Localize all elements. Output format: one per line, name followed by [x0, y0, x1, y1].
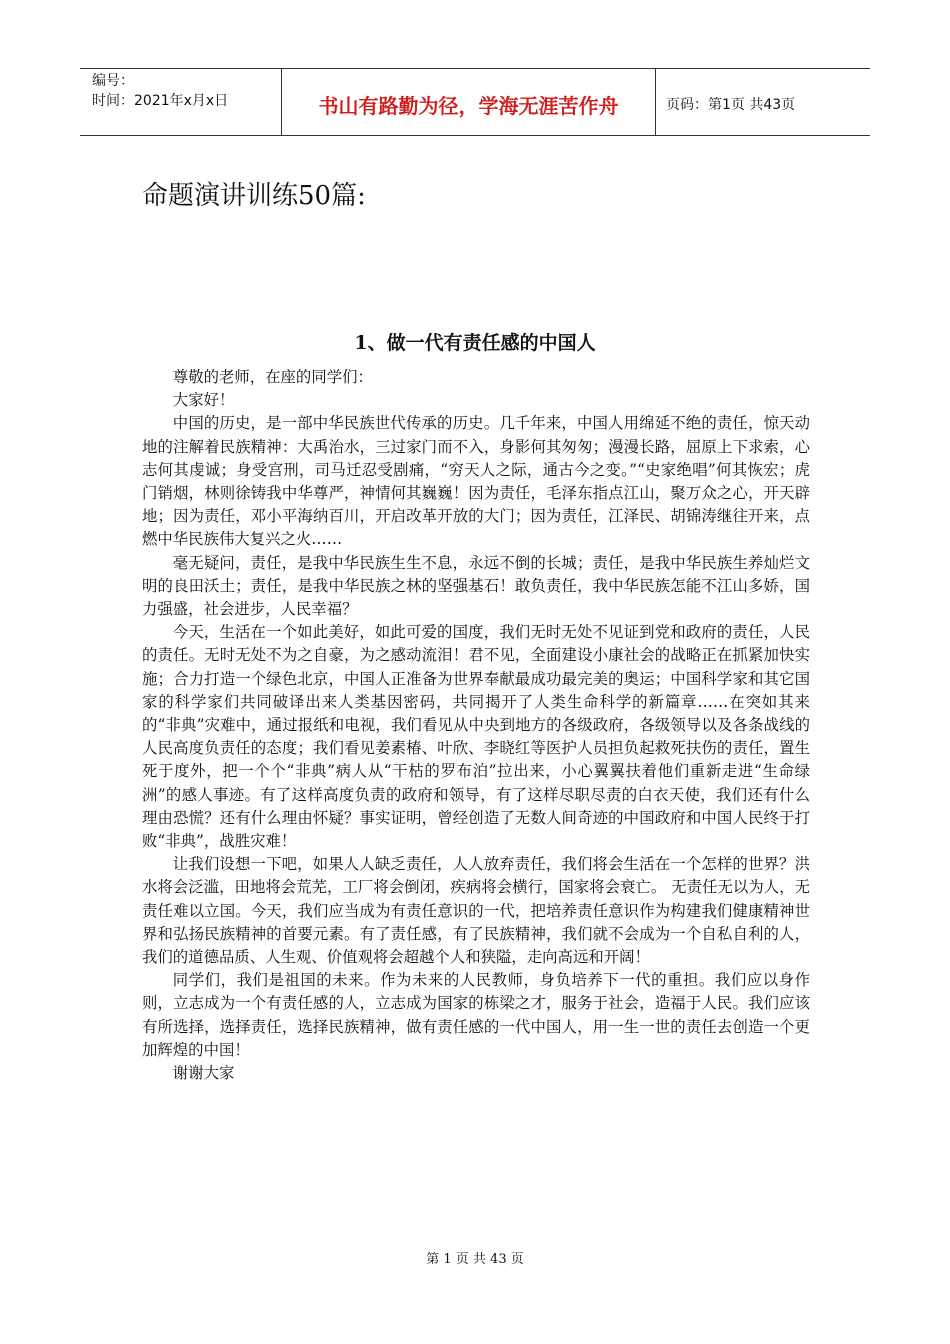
body-paragraph: 中国的历史，是一部中华民族世代传承的历史。几千年来，中国人用绵延不绝的责任，惊天动地的注解着民族精神：大禹治水，三过家门而不入，身影何其匆匆；漫漫长路，屈原上下求索，心志何其虔诚；身受宫刑，司马迁忍受剧痛，“穷天人之际，通古今之变。”“史家绝唱”何其恢宏；虎门销烟，林则徐铸我中华尊严，神情何其巍巍！因为责任，毛泽东指点江山，聚万众之心，开天辟地；因为责任，邓小平海纳百川，开启改革开放的大门；因为责任，江泽民、胡锦涛继往开来，点燃中华民族伟大复兴之火…… [142, 414, 810, 549]
header-number-label: 编号： [92, 73, 134, 89]
body-paragraph: 同学们，我们是祖国的未来。作为未来的人民教师，身负培养下一代的重担。我们应以身作则，立志成为一个有责任感的人，立志成为国家的栋梁之才，服务于社会，造福于人民。我们应该有所选择，选择责任，选择民族精神，做有责任感的一代中国人，用一生一世的责任去创造一个更加辉煌的中国！ [142, 971, 810, 1059]
body-paragraph: 让我们设想一下吧，如果人人缺乏责任，人人放弃责任，我们将会生活在一个怎样的世界？洪水将会泛滥，田地将会荒芜，工厂将会倒闭，疾病将会横行，国家将会衰亡。 无责任无以为人，无责任难以立国。今天，我们应当成为有责任意识的一代，把培养责任意识作为构建我们健康精神世界和弘扬民族精神的首要元素。有了责任感，有了民族精神，我们就不会成为一个自私自利的人，我们的道德品质、人生观、价值观将会超越个人和狭隘，走向高远和开阔！ [142, 855, 810, 967]
header-table [80, 68, 870, 136]
header-date-label: 时间：2021年x月x日 [92, 93, 229, 109]
header-meta-cell [80, 69, 282, 135]
page-footer: 第 1 页 共 43 页 [426, 1252, 524, 1267]
greeting-paragraph: 大家好！ [172, 391, 235, 410]
body-paragraph: 今天，生活在一个如此美好，如此可爱的国度，我们无时无处不见证到党和政府的责任，人民的责任。无时无处不为之自豪，为之感动流泪！君不见，全面建设小康社会的战略正在抓紧加快实施；合力打造一个绿色北京，中国人正准备为世界奉献最成功最完美的奥运；中国科学家和其它国家的科学家们共同破译出来人类基因密码，共同揭开了人类生命科学的新篇章……在突如其来的“非典”灾难中，通过报纸和电视，我们看见从中央到地方的各级政府，各级领导以及各条战线的人民高度负责任的态度；我们看见姜素椿、叶欣、李晓红等医护人员担负起救死扶伤的责任，置生死于度外，把一个个“非典”病人从“干枯的罗布泊”拉出来，小心翼翼扶着他们重新走进“生命绿洲”的感人事迹。有了这样高度负责的政府和领导，有了这样尽职尽责的白衣天使，我们还有什么理由恐慌？还有什么理由怀疑？事实证明，曾经创造了无数人间奇迹的中国政府和中国人民终于打败“非典”，战胜灾难！ [142, 623, 810, 851]
speech-body [142, 366, 810, 1085]
speech-title: 1、做一代有责任感的中国人 [354, 332, 596, 354]
header-page-info: 页码：第1页 共43页 [666, 97, 796, 113]
document-title: 命题演讲训练50篇: [142, 181, 366, 211]
body-paragraph: 毫无疑问，责任，是我中华民族生生不息，永远不倒的长城；责任，是我中华民族生养灿烂文明的良田沃土；责任，是我中华民族之林的坚强基石！敢负责任，我中华民族怎能不江山多娇，国力强盛，社会进步，人民幸福？ [142, 553, 810, 619]
closing-paragraph: 谢谢大家 [172, 1064, 235, 1083]
salutation-paragraph: 尊敬的老师，在座的同学们： [172, 368, 373, 386]
header-motto: 书山有路勤为径，学海无涯苦作舟 [282, 69, 656, 135]
